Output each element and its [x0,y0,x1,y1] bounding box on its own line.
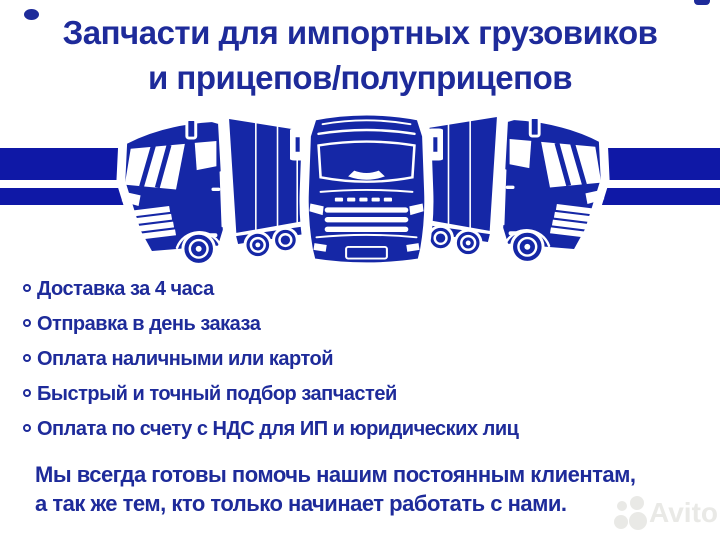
features-list [23,279,518,454]
bullet-icon [23,424,31,432]
list-item [23,349,518,370]
semi-truck-right-icon [414,104,616,274]
feature-label: Быстрый и точный подбор запчастей [37,383,397,405]
list-item [23,419,518,440]
title-line-2: и прицепов/полуприцепов [147,59,573,96]
footer-line-1: Мы всегда готовы помочь нашим постоянным клиентам, [35,462,636,487]
list-item [23,314,518,335]
list-item [23,384,518,405]
truck-front-icon [290,101,443,275]
bullet-icon [23,389,31,397]
title-line-1: Запчасти для импортных грузовиков [62,14,658,51]
footer-note [35,460,636,518]
feature-label: Отправка в день заказа [37,313,261,335]
feature-label: Доставка за 4 часа [37,278,214,300]
watermark-brand: Avito [649,497,718,528]
feature-label: Оплата наличными или картой [37,348,334,370]
list-item [23,279,518,300]
footer-line-2: а так же тем, кто только начинает работать с нами. [35,491,567,516]
bullet-icon [23,284,31,292]
semi-truck-left-icon [110,106,312,276]
page-title [0,10,720,100]
bullet-icon [23,319,31,327]
feature-label: Оплата по счету с НДС для ИП и юридических лиц [37,418,519,440]
bullet-icon [23,354,31,362]
